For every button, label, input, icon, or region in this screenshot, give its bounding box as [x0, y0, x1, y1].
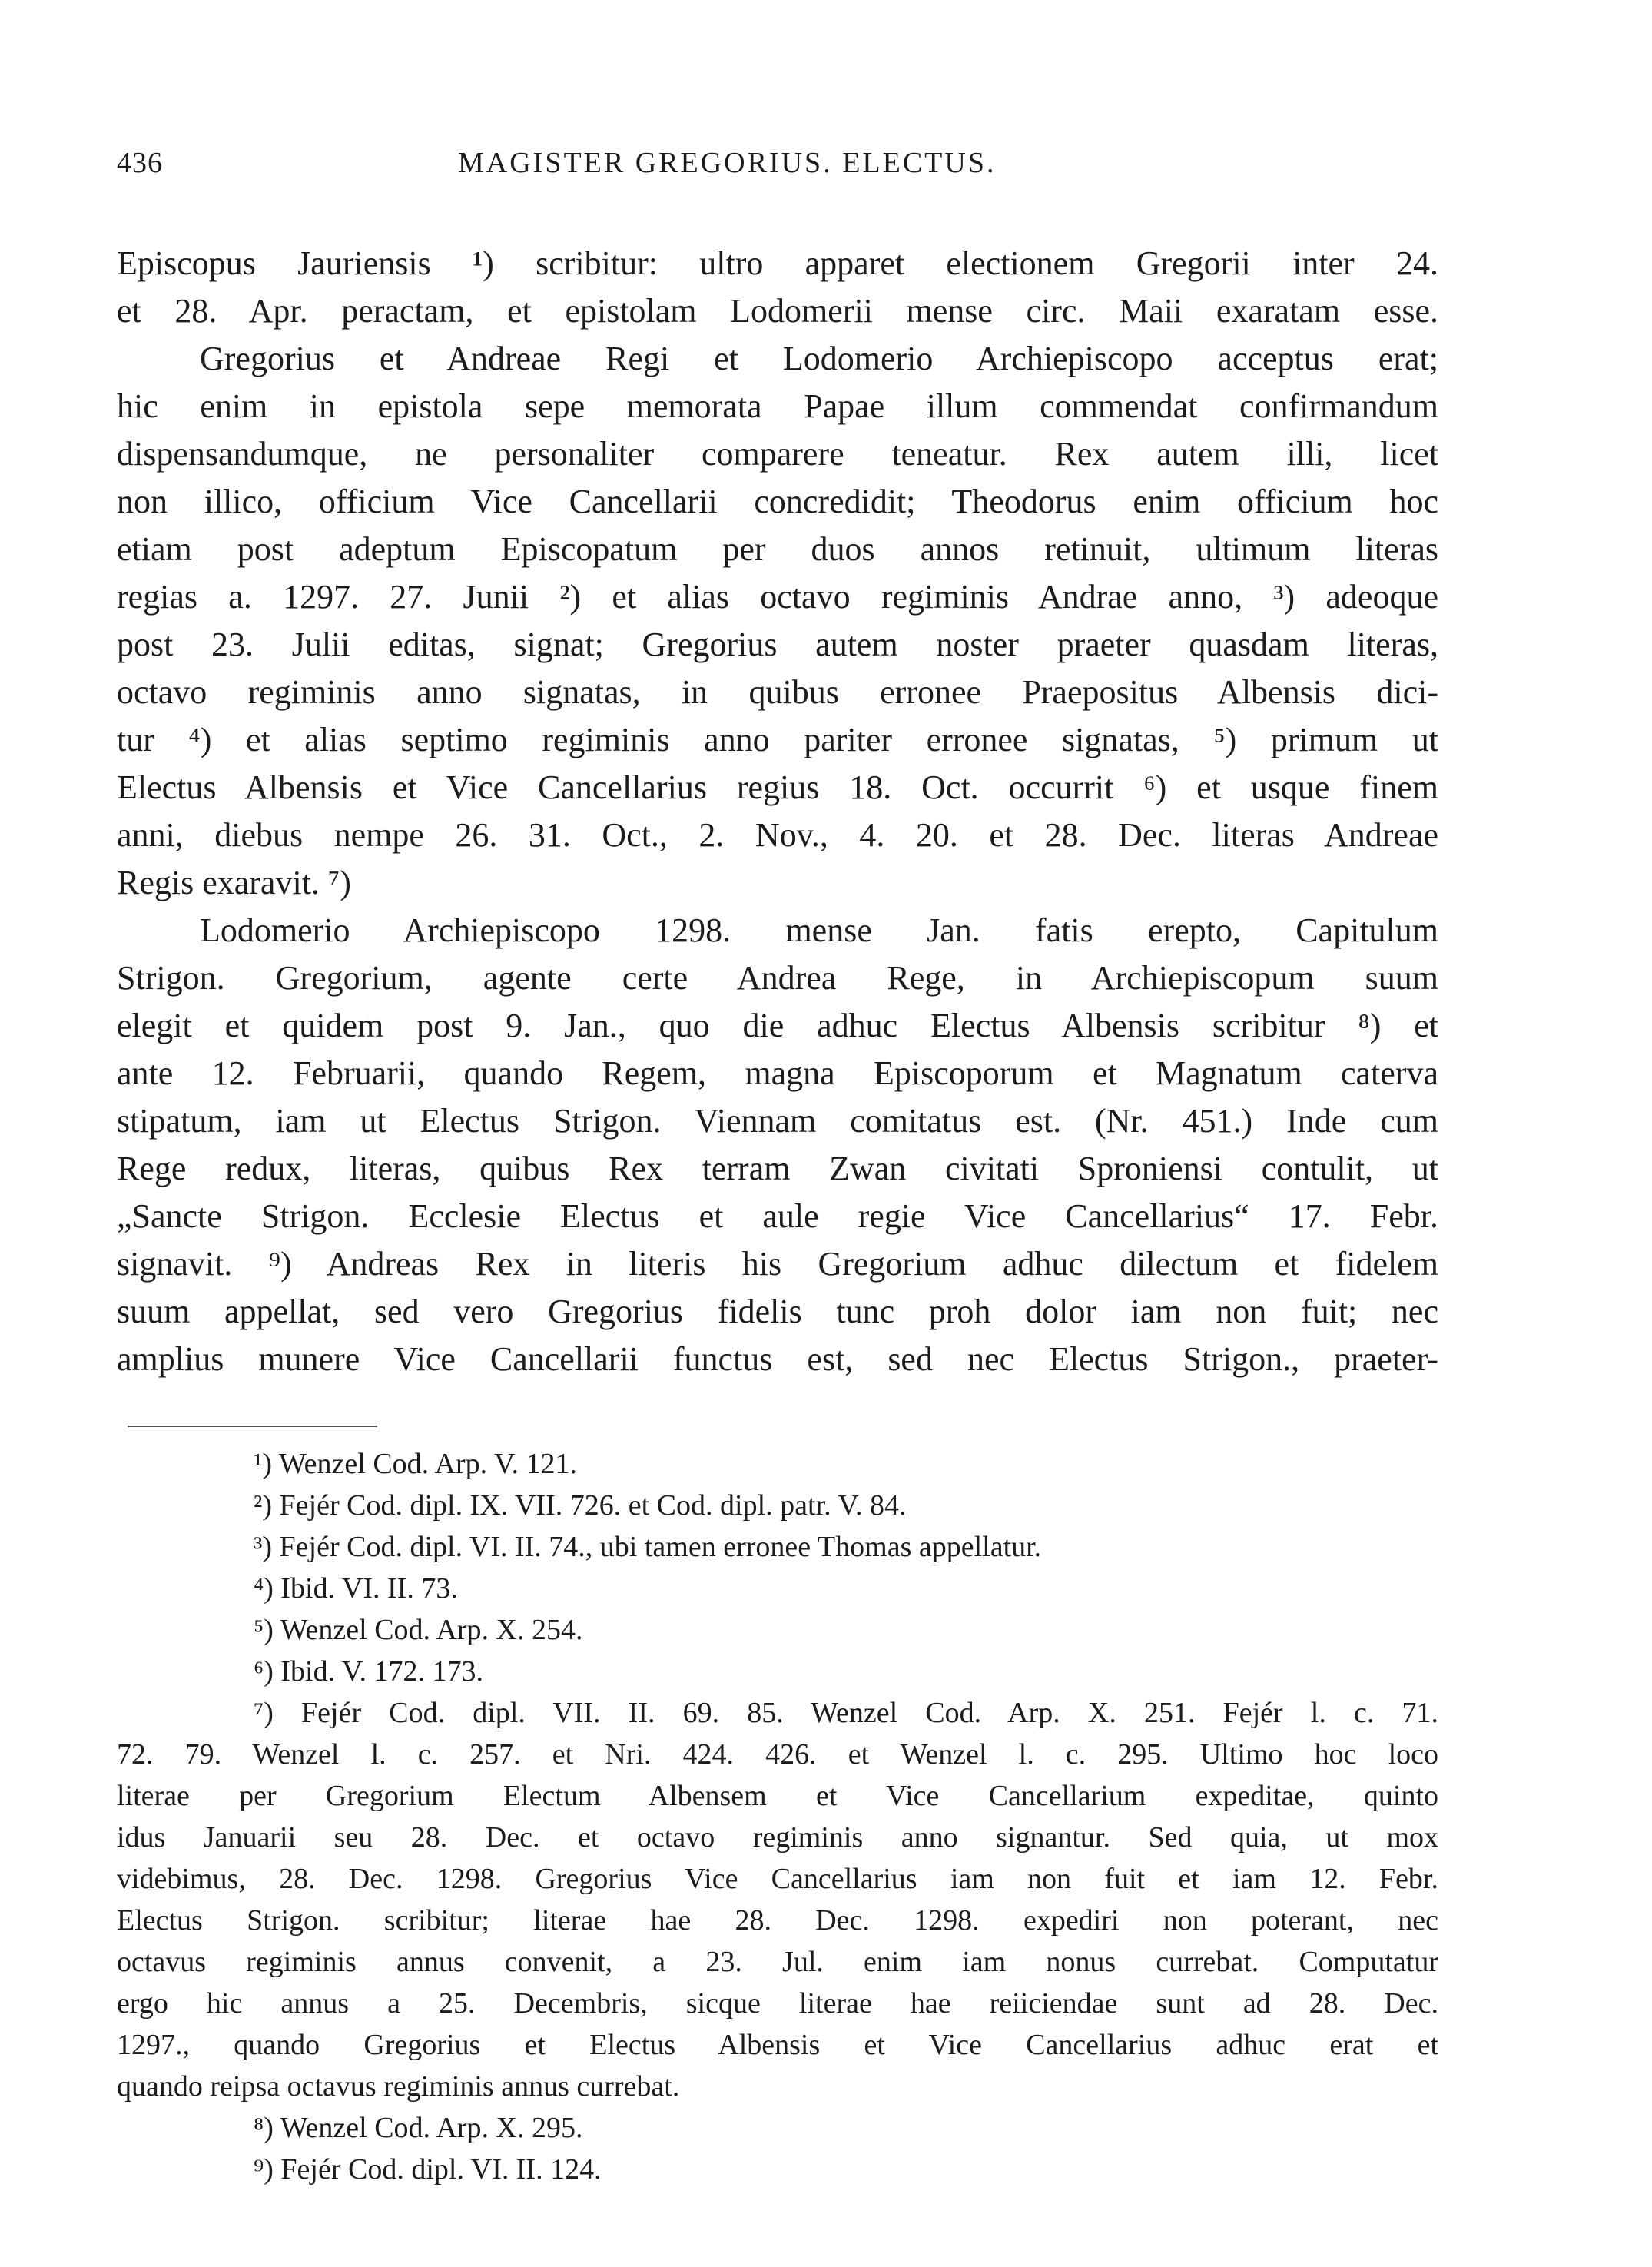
footnote-7-line: quando reipsa octavus regiminis annus currebat. — [117, 2070, 680, 2103]
footnote-7-line: Electus Strigon. scribitur; literae hae 28. Dec. 1298. expediri non poterant, nec — [117, 1904, 1438, 1937]
footnote-7-line: videbimus, 28. Dec. 1298. Gregorius Vice Cancellarius iam non fuit et iam 12. Febr. — [117, 1863, 1438, 1895]
body-line: anni, diebus nempe 26. 31. Oct., 2. Nov., 4. 20. et 28. Dec. literas Andreae — [117, 816, 1438, 854]
body-line: ante 12. Februarii, quando Regem, magna Episcoporum et Magnatum caterva — [117, 1054, 1438, 1092]
footnote-7: ⁷) Fejér Cod. dipl. VII. II. 69. 85. Wenzel Cod. Arp. X. 251. Fejér l. c. 71. — [254, 1697, 1438, 1729]
footnote-8: ⁸) Wenzel Cod. Arp. X. 295. — [254, 2112, 583, 2144]
footnote-7-line: idus Januarii seu 28. Dec. et octavo regiminis anno signantur. Sed quia, ut mox — [117, 1821, 1438, 1854]
running-head: MAGISTER GREGORIUS. ELECTUS. — [458, 147, 997, 179]
footnote-9: ⁹) Fejér Cod. dipl. VI. II. 124. — [254, 2153, 602, 2186]
body-line: tur ⁴) et alias septimo regiminis anno pariter erronee signatas, ⁵) primum ut — [117, 721, 1438, 758]
body-line: regias a. 1297. 27. Junii ²) et alias octavo regiminis Andrae anno, ³) adeoque — [117, 578, 1438, 616]
body-line: et 28. Apr. peractam, et epistolam Lodomerii mense circ. Maii exaratam esse. — [117, 292, 1438, 330]
body-line: stipatum, iam ut Electus Strigon. Viennam comitatus est. (Nr. 451.) Inde cum — [117, 1102, 1438, 1140]
body-line: Rege redux, literas, quibus Rex terram Zwan civitati Sproniensi contulit, ut — [117, 1150, 1438, 1187]
footnote-7-line: ergo hic annus a 25. Decembris, sicque literae hae reiiciendae sunt ad 28. Dec. — [117, 1987, 1438, 2020]
footnote-separator — [128, 1426, 377, 1427]
body-line: Regis exaravit. ⁷) — [117, 864, 351, 901]
body-line: dispensandumque, ne personaliter comparere teneatur. Rex autem illi, licet — [117, 435, 1438, 473]
body-line: non illico, officium Vice Cancellarii concredidit; Theodorus enim officium hoc — [117, 483, 1438, 520]
body-line: Gregorius et Andreae Regi et Lodomerio Archiepiscopo acceptus erat; — [200, 340, 1438, 377]
body-line: Strigon. Gregorium, agente certe Andrea Rege, in Archiepiscopum suum — [117, 959, 1438, 997]
footnote-6: ⁶) Ibid. V. 172. 173. — [254, 1655, 483, 1688]
footnote-2: ²) Fejér Cod. dipl. IX. VII. 726. et Cod. dipl. patr. V. 84. — [254, 1489, 907, 1522]
body-line: signavit. ⁹) Andreas Rex in literis his Gregorium adhuc dilectum et fidelem — [117, 1245, 1438, 1283]
body-line: „Sancte Strigon. Ecclesie Electus et aule regie Vice Cancellarius“ 17. Febr. — [117, 1197, 1438, 1235]
page-number: 436 — [117, 147, 163, 179]
body-line: amplius munere Vice Cancellarii functus est, sed nec Electus Strigon., praeter- — [117, 1340, 1438, 1378]
footnote-3: ³) Fejér Cod. dipl. VI. II. 74., ubi tamen erronee Thomas appellatur. — [254, 1531, 1042, 1563]
footnote-1: ¹) Wenzel Cod. Arp. V. 121. — [254, 1448, 578, 1480]
body-line: elegit et quidem post 9. Jan., quo die adhuc Electus Albensis scribitur ⁸) et — [117, 1007, 1438, 1044]
body-line: etiam post adeptum Episcopatum per duos annos retinuit, ultimum literas — [117, 530, 1438, 568]
footnote-7-line: 72. 79. Wenzel l. c. 257. et Nri. 424. 426. et Wenzel l. c. 295. Ultimo hoc loco — [117, 1738, 1438, 1771]
footnote-7-line: literae per Gregorium Electum Albensem et Vice Cancellarium expeditae, quinto — [117, 1780, 1438, 1812]
body-line: suum appellat, sed vero Gregorius fidelis tunc proh dolor iam non fuit; nec — [117, 1293, 1438, 1330]
footnote-4: ⁴) Ibid. VI. II. 73. — [254, 1572, 458, 1605]
body-line: octavo regiminis anno signatas, in quibus erronee Praepositus Albensis dici- — [117, 673, 1438, 711]
body-line: Episcopus Jauriensis ¹) scribitur: ultro apparet electionem Gregorii inter 24. — [117, 244, 1438, 282]
body-line: post 23. Julii editas, signat; Gregorius autem noster praeter quasdam literas, — [117, 626, 1438, 663]
footnote-7-line: octavus regiminis annus convenit, a 23. Jul. enim iam nonus currebat. Computatur — [117, 1946, 1438, 1978]
footnote-7-line: 1297., quando Gregorius et Electus Albensis et Vice Cancellarius adhuc erat et — [117, 2029, 1438, 2061]
body-line: Lodomerio Archiepiscopo 1298. mense Jan. fatis erepto, Capitulum — [200, 911, 1438, 949]
footnote-5: ⁵) Wenzel Cod. Arp. X. 254. — [254, 1614, 583, 1646]
body-line: hic enim in epistola sepe memorata Papae illum commendat confirmandum — [117, 387, 1438, 425]
body-line: Electus Albensis et Vice Cancellarius regius 18. Oct. occurrit ⁶) et usque finem — [117, 768, 1438, 806]
